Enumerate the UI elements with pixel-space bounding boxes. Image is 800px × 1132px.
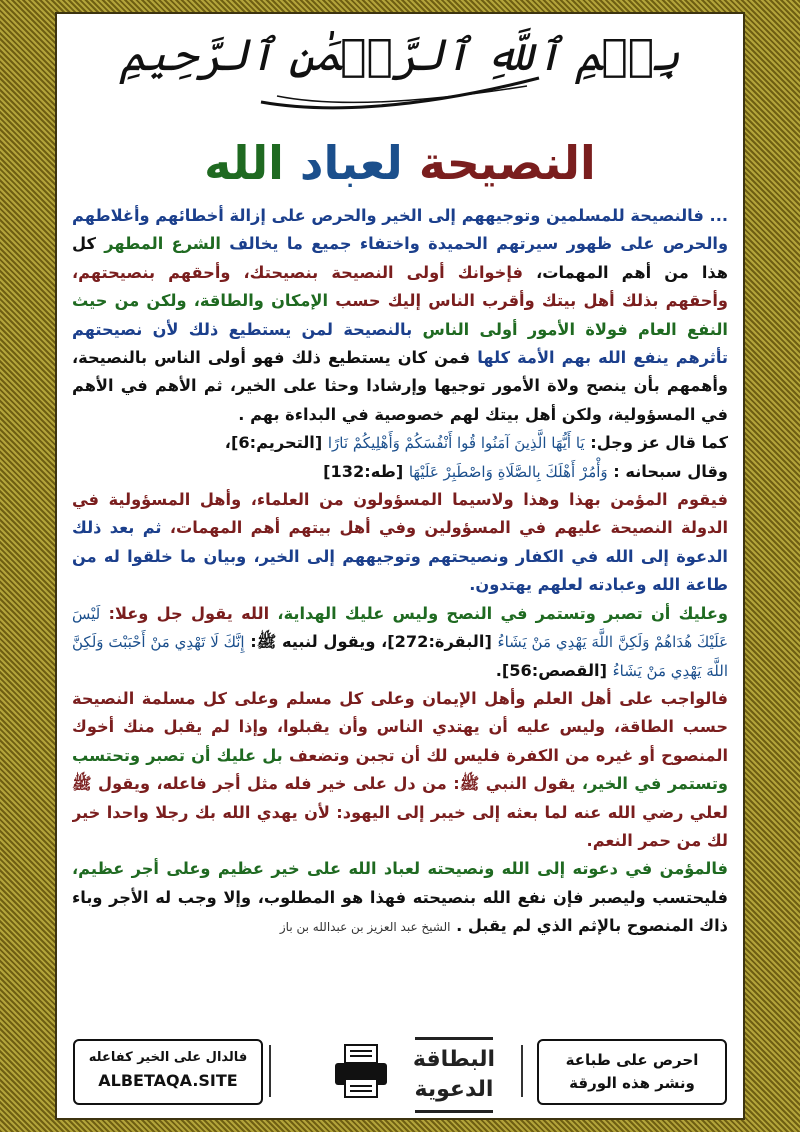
article-body bbox=[72, 202, 728, 1032]
text-segment: فمن كان يستطيع ذلك فهو أولى الناس بالنصيحة، وأهمهم بأن ينصح ولاة الأمور توجيها وإرشادا وحثا على الخير، ثم الأهم في الأهم في المسؤولية، ولكن أهل بيتك لهم خصوصية في البداءة بهم . bbox=[72, 348, 728, 424]
footer-bar bbox=[73, 1035, 727, 1109]
document-page bbox=[57, 14, 743, 1118]
paragraph-7 bbox=[72, 855, 728, 941]
paragraph-2 bbox=[72, 429, 728, 457]
text-segment: كل هذا من أهم المهمات، bbox=[72, 234, 728, 282]
text-segment: الشرع المطهر bbox=[104, 234, 221, 254]
author-signature: الشيخ عبد العزيز بن عبدالله بن باز bbox=[279, 920, 451, 935]
text-segment: ثم بعد ذلك الدعوة إلى الله في الكفار ونصيحتهم وتوجيههم إلى الخير، وبيان ما خلقوا له من طاعة الله وعبادته لعلهم يهتدون. bbox=[72, 518, 728, 595]
basmala-header bbox=[57, 14, 743, 114]
website-link[interactable]: ALBETAQA.SITE bbox=[98, 1071, 238, 1090]
paragraph-3 bbox=[72, 458, 728, 486]
page-title bbox=[57, 130, 743, 196]
quran-quote: إِنَّكَ لَا تَهْدِي مَنْ أَحْبَبْتَ وَلَكِنَّ اللَّهَ يَهْدِي مَنْ يَشَاءُ bbox=[72, 633, 728, 680]
text-segment: ... فالنصيحة للمسلمين وتوجيههم إلى الخير والحرص على إزالة أخطائهم وأغلاطهم والحرص على ظهور سيرتهم الحميدة واختفاء جميع ما يخالف bbox=[72, 206, 728, 254]
title-word-advice: النصيحة bbox=[418, 136, 596, 190]
footer-slogan: فالدال على الخير كفاعله bbox=[88, 1050, 248, 1065]
text-segment: وعليك أن تصبر وتستمر في النصح وليس عليك الهداية، bbox=[277, 603, 728, 623]
text-segment: الإمكان والطاقة، ولكن من حيث النفع العام فولاة الأمور أولى الناس bbox=[72, 291, 728, 339]
paragraph-6 bbox=[72, 685, 728, 855]
paragraph-1 bbox=[72, 202, 728, 429]
text-segment: فليحتسب وليصبر فإن نفع الله بنصيحته فهذا هو المطلوب، وإلا وجب له الأجر وباء ذاك المنصوح بالإثم الذي لم يقبل . bbox=[72, 887, 728, 936]
quran-quote: وَأْمُرْ أَهْلَكَ بِالصَّلَاةِ وَاصْطَبِرْ عَلَيْهَا bbox=[408, 462, 608, 481]
quran-reference: [التحريم:6]، bbox=[224, 433, 323, 453]
text-segment: فالواجب على أهل العلم وأهل الإيمان وعلى كل مسلم وعلى كل مسلمة النصيحة حسب الطاقة، وليس عليه أن يهتدي الناس وأن يقبلوا، وإذا لم يقبل منك أخوك المنصوح أو غيره من الكفرة فليس لك أن تجبن وتضعف bbox=[72, 688, 728, 765]
quran-reference: [القصص:56]. bbox=[495, 660, 607, 680]
website-box[interactable] bbox=[73, 1039, 263, 1105]
text-segment: ويقول لنبيه ﷺ: bbox=[250, 632, 376, 652]
paragraph-4 bbox=[72, 486, 728, 600]
logo-text: الدعوية bbox=[414, 1077, 494, 1102]
text-segment: يقول النبي ﷺ: من دل على خير فله مثل أجر فاعله، ويقول ﷺ لعلي رضي الله عنه لما بعثه إلى خيبر إلى اليهود: لأن يهدي الله بك رجلا واحدا خير لك من حمر النعم. bbox=[72, 774, 728, 850]
quran-reference: [طه:132] bbox=[323, 461, 404, 481]
footer-divider bbox=[269, 1045, 271, 1097]
basmala-swash-decoration bbox=[257, 72, 543, 112]
albetaqa-logo bbox=[412, 1037, 496, 1113]
printer-icon bbox=[331, 1041, 391, 1101]
quran-quote: يَا أَيُّهَا الَّذِينَ آمَنُوا قُوا أَنْفُسَكُمْ وَأَهْلِيكُمْ نَارًا bbox=[327, 434, 585, 453]
logo-text: البطاقة bbox=[412, 1047, 496, 1072]
text-segment: الله يقول جل وعلا: bbox=[108, 603, 270, 623]
title-word-servants: لعباد bbox=[299, 136, 403, 190]
print-reminder-line: ونشر هذه الورقة bbox=[569, 1074, 695, 1092]
quran-reference: [البقرة:272]، bbox=[381, 632, 492, 652]
print-reminder-box bbox=[537, 1039, 727, 1105]
text-segment: وقال سبحانه : bbox=[613, 461, 728, 481]
quran-quote: لَيْسَ عَلَيْكَ هُدَاهُمْ وَلَكِنَّ اللَّهَ يَهْدِي مَنْ يَشَاءُ bbox=[72, 604, 728, 652]
text-segment: بالنصيحة لمن يستطيع ذلك لأن نصيحتهم تأثرهم ينفع الله بهم الأمة كلها bbox=[72, 319, 728, 368]
text-segment: بل عليك أن تصبر وتحتسب وتستمر في الخير، bbox=[72, 745, 728, 794]
print-reminder-line: احرص على طباعة bbox=[565, 1051, 699, 1069]
text-segment: فيقوم المؤمن بهذا وهذا ولاسيما المسؤولون من العلماء، وأهل المسؤولية في الدولة النصيحة عليهم في المسؤولين وفي أهل بيتهم أهم المهمات، bbox=[72, 490, 728, 538]
paragraph-5 bbox=[72, 600, 728, 685]
text-segment: فالمؤمن في دعوته إلى الله ونصيحته لعباد الله على خير عظيم وعلى أجر عظيم، bbox=[72, 859, 728, 879]
basmala-calligraphy: بِسۡمِ ٱللَّهِ ٱلرَّحۡمَٰنِ ٱلرَّحِيمِ bbox=[119, 30, 681, 81]
title-word-allah: الله bbox=[204, 136, 284, 190]
text-segment: فإخوانك أولى النصيحة بنصيحتك، وأحقهم بنصيحتهم، وأحقهم بذلك أهل بيتك وأقرب الناس إليك حسب bbox=[72, 262, 728, 311]
footer-divider bbox=[521, 1045, 523, 1097]
text-segment: كما قال عز وجل: bbox=[590, 433, 728, 453]
